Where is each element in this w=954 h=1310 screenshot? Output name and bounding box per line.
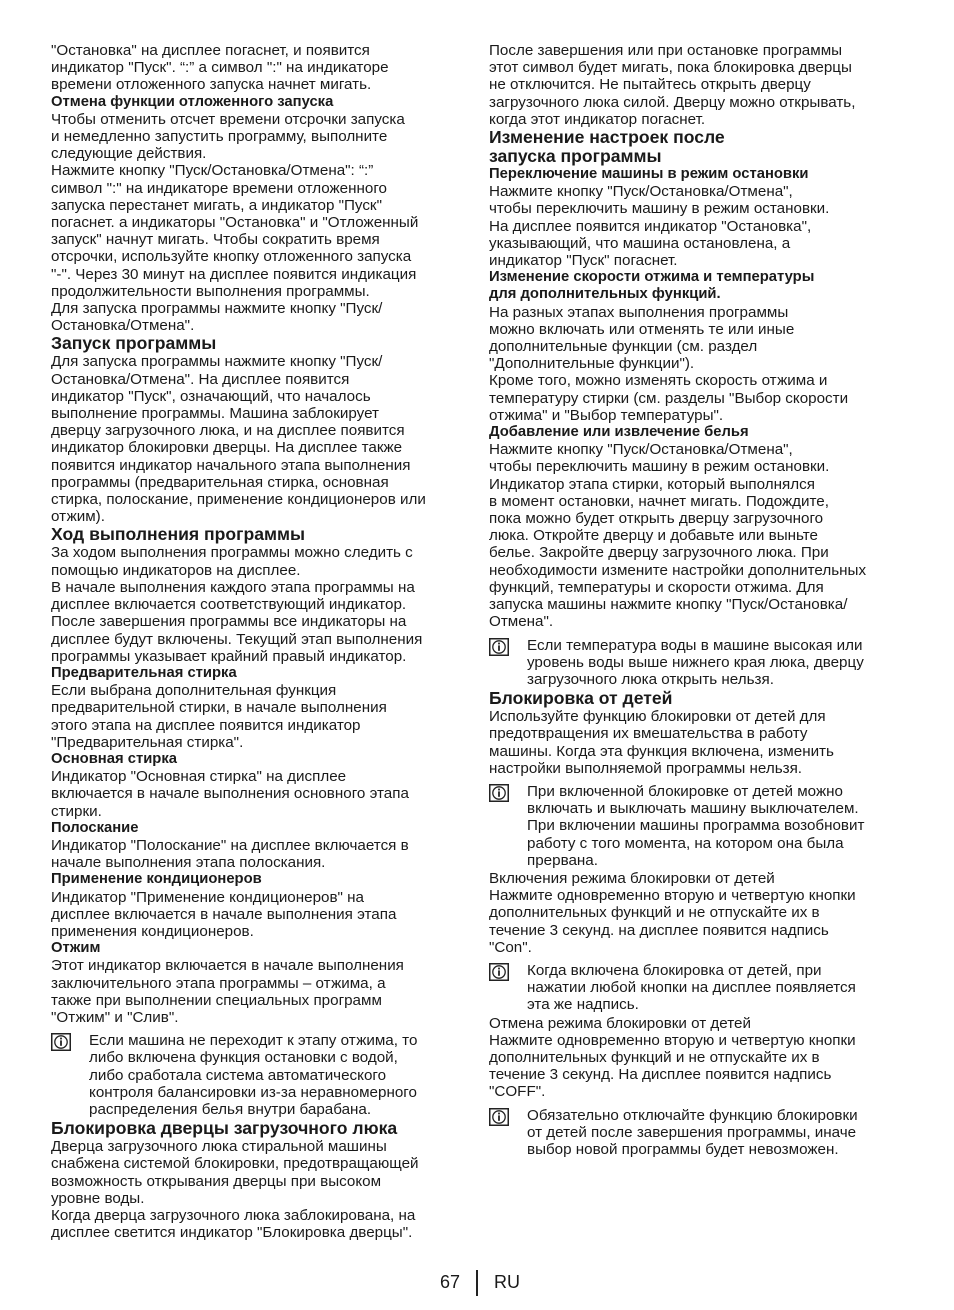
subheading-pause-mode: Переключение машины в режим остановки — [489, 166, 809, 183]
paragraph: Чтобы отменить отсчет времени отсрочки запуска и немедленно запустить программу, выполните следующие действия. Нажмите кнопку "Пуск/Остановка/Отмена": “:” символ ":" на индикаторе времени отложенного запуска перестанет мигать, а индикатор "Пуск" погаснет. а индикаторы "Остановка" и "Отложенный запуск" начнут мигать. Чтобы сократить время отсрочки, используйте кнопку отложенного запуска "-". Через 30 минут на дисплее появится индикация продолжительности выполнения программы. Для запуска программы нажмите кнопку "Пуск/ Остановка/Отмена". — [51, 110, 419, 335]
paragraph: Дверца загрузочного люка стиральной машины снабжена системой блокировки, предотвращающей возможность открывания дверцы при высоком уровне воды. Когда дверца загрузочного люка заблокирована, на дисплее светится индикатор "Блокировка дверцы". — [51, 1138, 419, 1242]
info-note — [489, 783, 907, 869]
subheading-spin: Отжим — [51, 940, 101, 957]
paragraph: Нажмите кнопку "Пуск/Остановка/Отмена", чтобы переключить машину в режим остановки. На дисплее появится индикатор "Остановка", указывающий, что машина остановлена, а индикатор "Пуск" погаснет. — [489, 183, 830, 270]
subheading-add-remove-laundry: Добавление или извлечение белья — [489, 424, 749, 441]
paragraph: После завершения или при остановке программы этот символ будет мигать, пока блокировка дверцы не отключится. Не пытайтесь открыть дверцу загрузочного люка силой. Дверцу можно открывать, когда этот индикатор погаснет. — [489, 42, 856, 128]
info-note — [489, 962, 907, 1014]
note-text: Когда включена блокировка от детей, при нажатии любой кнопки на дисплее появляется эта же надпись. — [527, 961, 856, 1014]
info-icon — [51, 1033, 71, 1051]
language-code: RU — [494, 1272, 520, 1292]
info-note — [51, 1032, 465, 1118]
paragraph: На разных этапах выполнения программы можно включать или отменять те или иные дополнительные функции (см. раздел "Дополнительные функции"). Кроме того, можно изменять скорость отжима и температуру стирки (см. разделы "Выбор скорости отжима" и "Выбор температуры". — [489, 303, 849, 424]
paragraph: Индикатор "Полоскание" на дисплее включается в начале выполнения этапа полоскания. — [51, 836, 409, 872]
heading-child-lock: Блокировка от детей — [489, 688, 673, 709]
heading-change-settings: Изменение настроек после запуска программы — [489, 127, 725, 167]
subheading-softener: Применение кондиционеров — [51, 871, 262, 888]
heading-program-progress: Ход выполнения программы — [51, 524, 306, 545]
footer-divider — [476, 1270, 478, 1296]
paragraph: Этот индикатор включается в начале выполнения заключительного этапа программы – отжима, а также при выполнении специальных программ "Отжим" и "Слив". — [51, 957, 404, 1026]
page-footer — [0, 1270, 954, 1300]
heading-door-lock: Блокировка дверцы загрузочного люка — [51, 1118, 398, 1139]
subheading-cancel-delay: Отмена функции отложенного запуска — [51, 93, 334, 110]
note-text: Если температура воды в машине высокая или уровень воды выше нижнего края люка, дверцу загрузочного люка открыть нельзя. — [527, 636, 864, 688]
paragraph: Индикатор "Основная стирка" на дисплее включается в начале выполнения основного этапа стирки. — [51, 768, 409, 820]
right-column — [489, 42, 907, 1159]
page-number: 67 — [440, 1272, 461, 1292]
paragraph: За ходом выполнения программы можно следить с помощью индикаторов на дисплее. В начале выполнения каждого этапа программы на дисплее включается соответствующий индикатор. После завершения программы все индикаторы на дисплее будут включены. Текущий этап выполнения программы указывает крайний правый индикатор. — [51, 544, 423, 665]
left-column — [51, 42, 465, 1241]
subheading-rinse: Полоскание — [51, 819, 139, 836]
subheading-prewash: Предварительная стирка — [51, 664, 237, 681]
paragraph: Для запуска программы нажмите кнопку "Пуск/ Остановка/Отмена". На дисплее появится индикатор "Пуск", означающий, что началось выполнение программы. Машина заблокирует дверцу загрузочного люка, и на дисплее появится индикатор блокировки дверцы. На дисплее также появится индикатор начального этапа выполнения программы (предварительная стирка, основная стирка, полоскание, применение кондиционеров или отжим). — [51, 353, 426, 526]
paragraph: Включения режима блокировки от детей Нажмите одновременно вторую и четвертую кнопки дополнительных функций и не отпускайте их в течение 3 секунд. на дисплее появится надпись "Con". — [489, 869, 856, 956]
paragraph: Отмена режима блокировки от детей Нажмите одновременно вторую и четвертую кнопки дополнительных функций и не отпускайте их в течение 3 секунд. На дисплее появится надпись "COFF". — [489, 1014, 856, 1101]
subheading-main-wash: Основная стирка — [51, 750, 177, 767]
note-text: При включенной блокировке от детей можно включать и выключать машину выключателем. При включении машины программа возобновит работу с того момента, на котором она была прервана. — [527, 782, 865, 869]
paragraph: "Остановка" на дисплее погаснет, и появится индикатор "Пуск". “:” а символ ":" на индикаторе времени отложенного запуска начнет мигать. — [51, 42, 389, 94]
paragraph: Если выбрана дополнительная функция предварительной стирки, в начале выполнения этого этапа на дисплее появится индикатор "Предварительная стирка". — [51, 682, 387, 751]
info-icon — [489, 784, 509, 802]
paragraph: Нажмите кнопку "Пуск/Остановка/Отмена", чтобы переключить машину в режим остановки. Индикатор этапа стирки, который выполнялся в момент остановки, начнет мигать. Подождите, пока можно будет открыть дверцу загрузочного люка. Откройте дверцу и добавьте или выньте белье. Закройте дверцу загрузочного люка. При необходимости измените настройки дополнительных функций, температуры и скорости отжима. Для запуска машины нажмите кнопку "Пуск/Остановка/ Отмена". — [489, 441, 867, 631]
paragraph: Индикатор "Применение кондиционеров" на дисплее включается в начале выполнения этапа применения кондиционеров. — [51, 888, 397, 940]
info-icon — [489, 638, 509, 656]
note-text: Обязательно отключайте функцию блокировки от детей после завершения программы, иначе выбор новой программы будет невозможен. — [527, 1106, 858, 1158]
info-icon — [489, 1108, 509, 1126]
info-note — [489, 1107, 907, 1159]
info-icon — [489, 963, 509, 981]
paragraph: Используйте функцию блокировки от детей для предотвращения их вмешательства в работу машины. Когда эта функция включена, изменить настройки выполняемой программы нельзя. — [489, 708, 834, 777]
heading-program-start: Запуск программы — [51, 333, 217, 354]
info-note — [489, 637, 907, 689]
note-text: Если машина не переходит к этапу отжима, то либо включена функция остановки с водой, либо сработала система автоматического контроля балансировки из-за неравномерного распределения белья внутри барабана. — [89, 1032, 418, 1118]
subheading-change-spin-temp: Изменение скорости отжима и температуры для дополнительных функций. — [489, 269, 815, 303]
